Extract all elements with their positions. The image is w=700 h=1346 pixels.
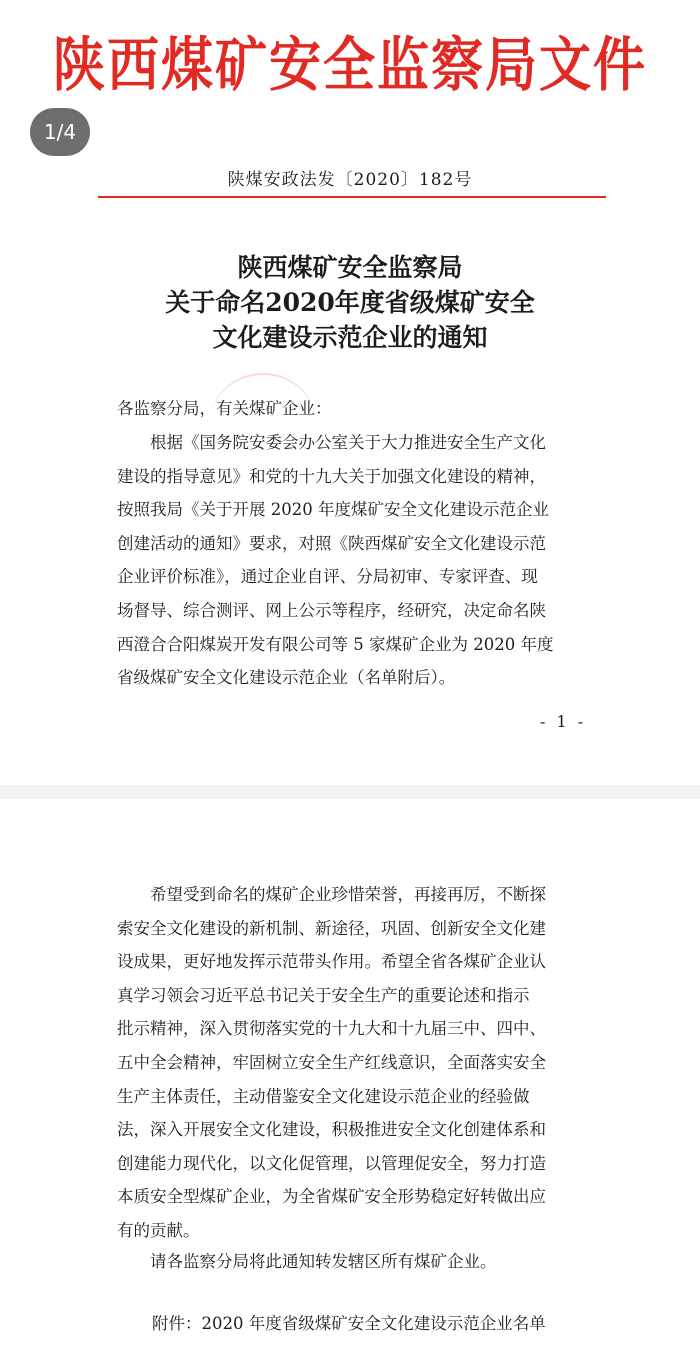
title-line-2: 关于命名2020年度省级煤矿安全 bbox=[165, 288, 535, 317]
paragraph-line: 创建能力现代化，以文化促管理，以管理促安全，努力打造 bbox=[117, 1153, 546, 1173]
paragraph-line: 生产主体责任，主动借鉴安全文化建设示范企业的经验做 bbox=[117, 1086, 530, 1106]
paragraph-line: 希望受到命名的煤矿企业珍惜荣誉，再接再厉，不断探 bbox=[150, 885, 546, 904]
page-indicator-badge[interactable]: 1/4 bbox=[30, 108, 90, 156]
paragraph-line: 有的贡献。 bbox=[117, 1220, 200, 1240]
paragraph-line: 西澄合合阳煤炭开发有限公司等 5 家煤矿企业为 2020 年度 bbox=[117, 634, 554, 654]
title-line-1: 陕西煤矿安全监察局 bbox=[237, 253, 463, 282]
paragraph-line: 省级煤矿安全文化建设示范企业（名单附后）。 bbox=[117, 668, 456, 688]
title-line-3: 文化建设示范企业的通知 bbox=[212, 323, 488, 352]
paragraph-line: 索安全文化建设的新机制、新途径，巩固、创新安全文化建 bbox=[117, 918, 546, 938]
paragraph-2 bbox=[117, 878, 607, 1248]
paragraph-line: 按照我局《关于开展 2020 年度煤矿安全文化建设示范企业 bbox=[117, 500, 549, 520]
paragraph-line: 批示精神，深入贯彻落实党的十九大和十九届三中、四中、 bbox=[117, 1019, 546, 1039]
paragraph-3 bbox=[117, 1245, 607, 1279]
page-number-1: - 1 - bbox=[540, 712, 587, 731]
paragraph-1 bbox=[117, 426, 607, 695]
salutation bbox=[117, 392, 607, 426]
paragraph-line: 请各监察分局将此通知转发辖区所有煤矿企业。 bbox=[150, 1252, 497, 1271]
paragraph-line: 真学习领会习近平总书记关于安全生产的重要论述和指示 bbox=[117, 985, 530, 1005]
header-red-rule bbox=[98, 196, 606, 198]
paragraph-line: 五中全会精神，牢固树立安全生产红线意识，全面落实安全 bbox=[117, 1052, 546, 1072]
paragraph-line: 场督导、综合测评、网上公示等程序，经研究，决定命名陕 bbox=[117, 600, 546, 620]
page-gap bbox=[0, 785, 700, 799]
agency-header-title: 陕西煤矿安全监察局文件 bbox=[52, 31, 647, 100]
paragraph-line: 根据《国务院安委会办公室关于大力推进安全生产文化 bbox=[150, 433, 546, 452]
paragraph-line: 企业评价标准》，通过企业自评、分局初审、专家评查、现 bbox=[117, 567, 538, 587]
paragraph-line: 创建活动的通知》要求，对照《陕西煤矿安全文化建设示范 bbox=[117, 533, 546, 553]
paragraph-line: 设成果，更好地发挥示范带头作用。希望全省各煤矿企业认 bbox=[117, 952, 546, 972]
salutation-text: 各监察分局，有关煤矿企业： bbox=[117, 399, 332, 418]
document-title bbox=[0, 250, 700, 355]
attachment-line: 附件：2020 年度省级煤矿安全文化建设示范企业名单 bbox=[152, 1314, 546, 1333]
document-number: 陕煤安政法发〔2020〕182号 bbox=[227, 170, 473, 190]
paragraph-line: 本质安全型煤矿企业，为全省煤矿安全形势稳定好转做出应 bbox=[117, 1187, 546, 1207]
paragraph-line: 法，深入开展安全文化建设，积极推进安全文化创建体系和 bbox=[117, 1120, 546, 1140]
paragraph-line: 建设的指导意见》和党的十九大关于加强文化建设的精神， bbox=[117, 466, 546, 486]
